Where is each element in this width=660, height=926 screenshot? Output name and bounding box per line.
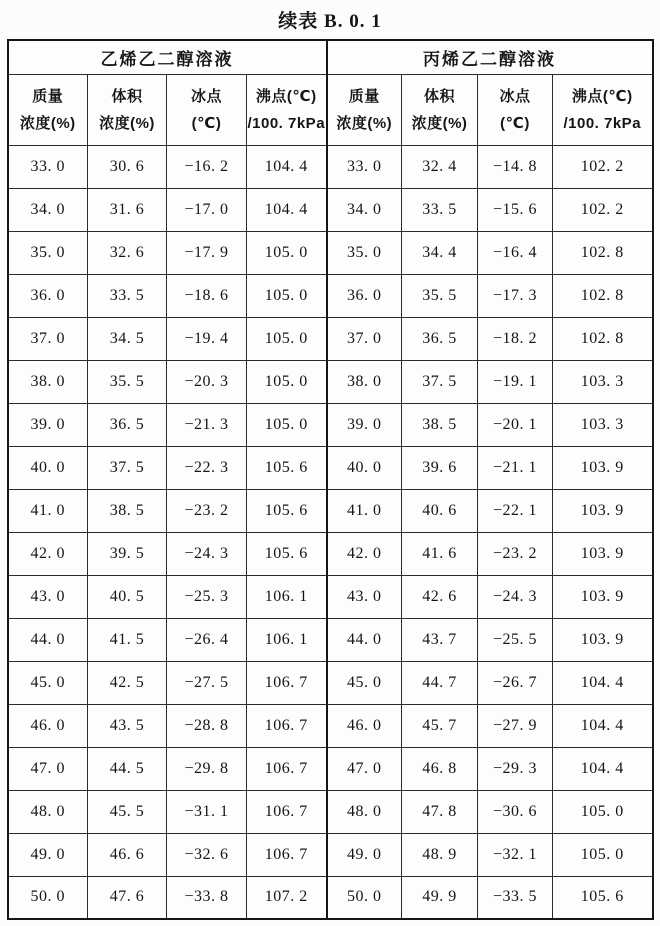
- table-cell: −17. 9: [167, 231, 247, 274]
- table-cell: 105. 0: [247, 360, 327, 403]
- table-cell: −28. 8: [167, 704, 247, 747]
- col-header-line: /100. 7kPa: [247, 114, 326, 132]
- table-row: [8, 188, 653, 231]
- table-cell: 38. 0: [8, 360, 88, 403]
- table-cell: 34. 4: [402, 231, 478, 274]
- table-cell: −17. 0: [167, 188, 247, 231]
- table-cell: 43. 7: [402, 618, 478, 661]
- table-row: [8, 790, 653, 833]
- table-cell: −18. 6: [167, 274, 247, 317]
- table-cell: 38. 5: [88, 489, 167, 532]
- col-header-line: /100. 7kPa: [563, 114, 642, 132]
- table-cell: 106. 7: [247, 833, 327, 876]
- table-cell: 47. 0: [8, 747, 88, 790]
- table-cell: 102. 2: [553, 145, 653, 188]
- col-header-freezing-point-left: [167, 74, 247, 145]
- table-cell: 31. 6: [88, 188, 167, 231]
- table-cell: 42. 6: [402, 575, 478, 618]
- table-cell: 48. 0: [327, 790, 402, 833]
- table-cell: −27. 9: [478, 704, 553, 747]
- col-header-mass-concentration-left: [8, 74, 88, 145]
- table-cell: 102. 2: [553, 188, 653, 231]
- col-header-volume-concentration-right: [402, 74, 478, 145]
- col-header-mass-concentration-right: [327, 74, 402, 145]
- table-cell: 106. 1: [247, 618, 327, 661]
- col-header-line: 浓度(%): [19, 114, 76, 132]
- group-header-ethylene-glycol: 乙烯乙二醇溶液: [8, 40, 327, 74]
- table-cell: 44. 5: [88, 747, 167, 790]
- table-cell: −25. 5: [478, 618, 553, 661]
- table-cell: −32. 1: [478, 833, 553, 876]
- table-cell: 105. 6: [247, 446, 327, 489]
- table-cell: 40. 0: [8, 446, 88, 489]
- table-row: [8, 876, 653, 919]
- col-header-boiling-point-left: [247, 74, 327, 145]
- table-cell: 104. 4: [553, 704, 653, 747]
- table-cell: 36. 0: [327, 274, 402, 317]
- column-header-row: [8, 74, 653, 145]
- table-cell: 49. 0: [327, 833, 402, 876]
- table-row: [8, 661, 653, 704]
- table-cell: −29. 3: [478, 747, 553, 790]
- table-cell: −22. 1: [478, 489, 553, 532]
- col-header-volume-concentration-left: [88, 74, 167, 145]
- table-cell: 105. 0: [247, 403, 327, 446]
- table-row: [8, 833, 653, 876]
- table-cell: −20. 1: [478, 403, 553, 446]
- table-cell: 106. 1: [247, 575, 327, 618]
- table-cell: 39. 6: [402, 446, 478, 489]
- table-cell: 33. 5: [402, 188, 478, 231]
- table-cell: 30. 6: [88, 145, 167, 188]
- table-cell: 47. 0: [327, 747, 402, 790]
- table-row: [8, 360, 653, 403]
- table-cell: 47. 6: [88, 876, 167, 919]
- table-cell: 40. 0: [327, 446, 402, 489]
- col-header-line: 浓度(%): [411, 114, 468, 132]
- table-row: [8, 618, 653, 661]
- table-cell: 44. 7: [402, 661, 478, 704]
- table-cell: 46. 6: [88, 833, 167, 876]
- table-cell: 104. 4: [247, 188, 327, 231]
- table-cell: 42. 0: [8, 532, 88, 575]
- table-cell: 104. 4: [553, 747, 653, 790]
- table-cell: 34. 0: [327, 188, 402, 231]
- table-title: 续表 B. 0. 1: [278, 11, 382, 32]
- table-cell: 38. 0: [327, 360, 402, 403]
- col-header-line: 浓度(%): [99, 114, 155, 132]
- table-cell: 104. 4: [247, 145, 327, 188]
- table-cell: 103. 9: [553, 446, 653, 489]
- table-cell: −31. 1: [167, 790, 247, 833]
- table-cell: 43. 5: [88, 704, 167, 747]
- table-row: [8, 317, 653, 360]
- table-row: [8, 145, 653, 188]
- table-cell: 35. 0: [8, 231, 88, 274]
- table-cell: −24. 3: [167, 532, 247, 575]
- table-cell: −27. 5: [167, 661, 247, 704]
- col-header-freezing-point-right: [478, 74, 553, 145]
- table-cell: −19. 1: [478, 360, 553, 403]
- table-cell: 41. 0: [8, 489, 88, 532]
- col-header-line: 沸点(℃): [571, 87, 633, 105]
- table-cell: −19. 4: [167, 317, 247, 360]
- group-header-row: [8, 40, 653, 74]
- table-cell: 32. 6: [88, 231, 167, 274]
- table-cell: 105. 0: [553, 790, 653, 833]
- table-cell: 105. 0: [247, 274, 327, 317]
- table-cell: 103. 9: [553, 532, 653, 575]
- table-cell: −33. 5: [478, 876, 553, 919]
- table-row: [8, 231, 653, 274]
- table-cell: 35. 0: [327, 231, 402, 274]
- col-header-line: 质量: [32, 87, 64, 105]
- table-row: [8, 704, 653, 747]
- table-cell: 45. 0: [8, 661, 88, 704]
- table-cell: 49. 0: [8, 833, 88, 876]
- col-header-line: 冰点: [499, 87, 531, 105]
- table-cell: 104. 4: [553, 661, 653, 704]
- col-header-boiling-point-right: [553, 74, 653, 145]
- table-cell: 45. 5: [88, 790, 167, 833]
- table-cell: 37. 0: [8, 317, 88, 360]
- table-cell: 106. 7: [247, 704, 327, 747]
- table-cell: 37. 0: [327, 317, 402, 360]
- table-cell: −26. 7: [478, 661, 553, 704]
- table-cell: 106. 7: [247, 790, 327, 833]
- table-cell: 39. 0: [327, 403, 402, 446]
- table-cell: 105. 0: [247, 317, 327, 360]
- table-cell: 106. 7: [247, 661, 327, 704]
- table-cell: 34. 5: [88, 317, 167, 360]
- table-cell: 36. 5: [402, 317, 478, 360]
- col-header-line: 体积: [111, 87, 143, 105]
- table-cell: 48. 9: [402, 833, 478, 876]
- col-header-line: (℃): [191, 114, 222, 132]
- table-cell: 105. 6: [247, 532, 327, 575]
- table-cell: −22. 3: [167, 446, 247, 489]
- table-cell: 36. 0: [8, 274, 88, 317]
- table-cell: −23. 2: [167, 489, 247, 532]
- table-cell: 42. 5: [88, 661, 167, 704]
- table-cell: 32. 4: [402, 145, 478, 188]
- table-cell: 33. 0: [8, 145, 88, 188]
- table-cell: −16. 2: [167, 145, 247, 188]
- col-header-line: 沸点(℃): [255, 87, 317, 105]
- table-row: [8, 747, 653, 790]
- table-cell: 43. 0: [327, 575, 402, 618]
- table-cell: 102. 8: [553, 231, 653, 274]
- table-cell: 103. 3: [553, 360, 653, 403]
- table-row: [8, 403, 653, 446]
- table-cell: 33. 0: [327, 145, 402, 188]
- table-cell: 50. 0: [327, 876, 402, 919]
- table-cell: −21. 3: [167, 403, 247, 446]
- table-cell: 105. 6: [247, 489, 327, 532]
- table-cell: 43. 0: [8, 575, 88, 618]
- table-row: [8, 446, 653, 489]
- table-cell: −23. 2: [478, 532, 553, 575]
- table-cell: 44. 0: [327, 618, 402, 661]
- table-cell: 105. 6: [553, 876, 653, 919]
- table-cell: 50. 0: [8, 876, 88, 919]
- table-body: [8, 145, 653, 919]
- group-header-propylene-glycol: 丙烯乙二醇溶液: [327, 40, 653, 74]
- table-cell: 40. 5: [88, 575, 167, 618]
- table-cell: 41. 5: [88, 618, 167, 661]
- table-cell: 103. 9: [553, 618, 653, 661]
- table-cell: 107. 2: [247, 876, 327, 919]
- table-cell: −16. 4: [478, 231, 553, 274]
- table-cell: 102. 8: [553, 274, 653, 317]
- table-cell: −26. 4: [167, 618, 247, 661]
- table-cell: −17. 3: [478, 274, 553, 317]
- table-cell: 106. 7: [247, 747, 327, 790]
- glycol-solution-table: [7, 39, 654, 920]
- table-cell: 38. 5: [402, 403, 478, 446]
- table-cell: 46. 0: [327, 704, 402, 747]
- table-cell: 45. 7: [402, 704, 478, 747]
- table-cell: 39. 0: [8, 403, 88, 446]
- table-cell: 44. 0: [8, 618, 88, 661]
- table-cell: −32. 6: [167, 833, 247, 876]
- table-cell: −25. 3: [167, 575, 247, 618]
- table-cell: −14. 8: [478, 145, 553, 188]
- col-header-line: 体积: [423, 87, 455, 105]
- table-cell: −18. 2: [478, 317, 553, 360]
- table-cell: 40. 6: [402, 489, 478, 532]
- table-cell: 48. 0: [8, 790, 88, 833]
- table-cell: −24. 3: [478, 575, 553, 618]
- table-cell: 34. 0: [8, 188, 88, 231]
- table-cell: 35. 5: [402, 274, 478, 317]
- table-cell: 103. 9: [553, 489, 653, 532]
- table-cell: 46. 8: [402, 747, 478, 790]
- table-cell: 103. 3: [553, 403, 653, 446]
- table-cell: 39. 5: [88, 532, 167, 575]
- table-cell: 49. 9: [402, 876, 478, 919]
- table-cell: −21. 1: [478, 446, 553, 489]
- table-cell: 105. 0: [553, 833, 653, 876]
- table-cell: 42. 0: [327, 532, 402, 575]
- table-cell: 41. 0: [327, 489, 402, 532]
- table-cell: 33. 5: [88, 274, 167, 317]
- table-cell: 105. 0: [247, 231, 327, 274]
- table-cell: −29. 8: [167, 747, 247, 790]
- table-row: [8, 532, 653, 575]
- table-row: [8, 489, 653, 532]
- table-cell: 37. 5: [88, 446, 167, 489]
- table-cell: 47. 8: [402, 790, 478, 833]
- col-header-line: (℃): [500, 114, 530, 132]
- table-cell: 41. 6: [402, 532, 478, 575]
- table-cell: 35. 5: [88, 360, 167, 403]
- col-header-line: 质量: [348, 87, 380, 105]
- table-row: [8, 575, 653, 618]
- table-cell: 46. 0: [8, 704, 88, 747]
- table-cell: −33. 8: [167, 876, 247, 919]
- col-header-line: 浓度(%): [336, 114, 393, 132]
- table-cell: 37. 5: [402, 360, 478, 403]
- table-cell: −30. 6: [478, 790, 553, 833]
- table-cell: 36. 5: [88, 403, 167, 446]
- table-row: [8, 274, 653, 317]
- col-header-line: 冰点: [190, 87, 222, 105]
- table-cell: −20. 3: [167, 360, 247, 403]
- table-cell: 102. 8: [553, 317, 653, 360]
- table-cell: 103. 9: [553, 575, 653, 618]
- table-cell: 45. 0: [327, 661, 402, 704]
- table-cell: −15. 6: [478, 188, 553, 231]
